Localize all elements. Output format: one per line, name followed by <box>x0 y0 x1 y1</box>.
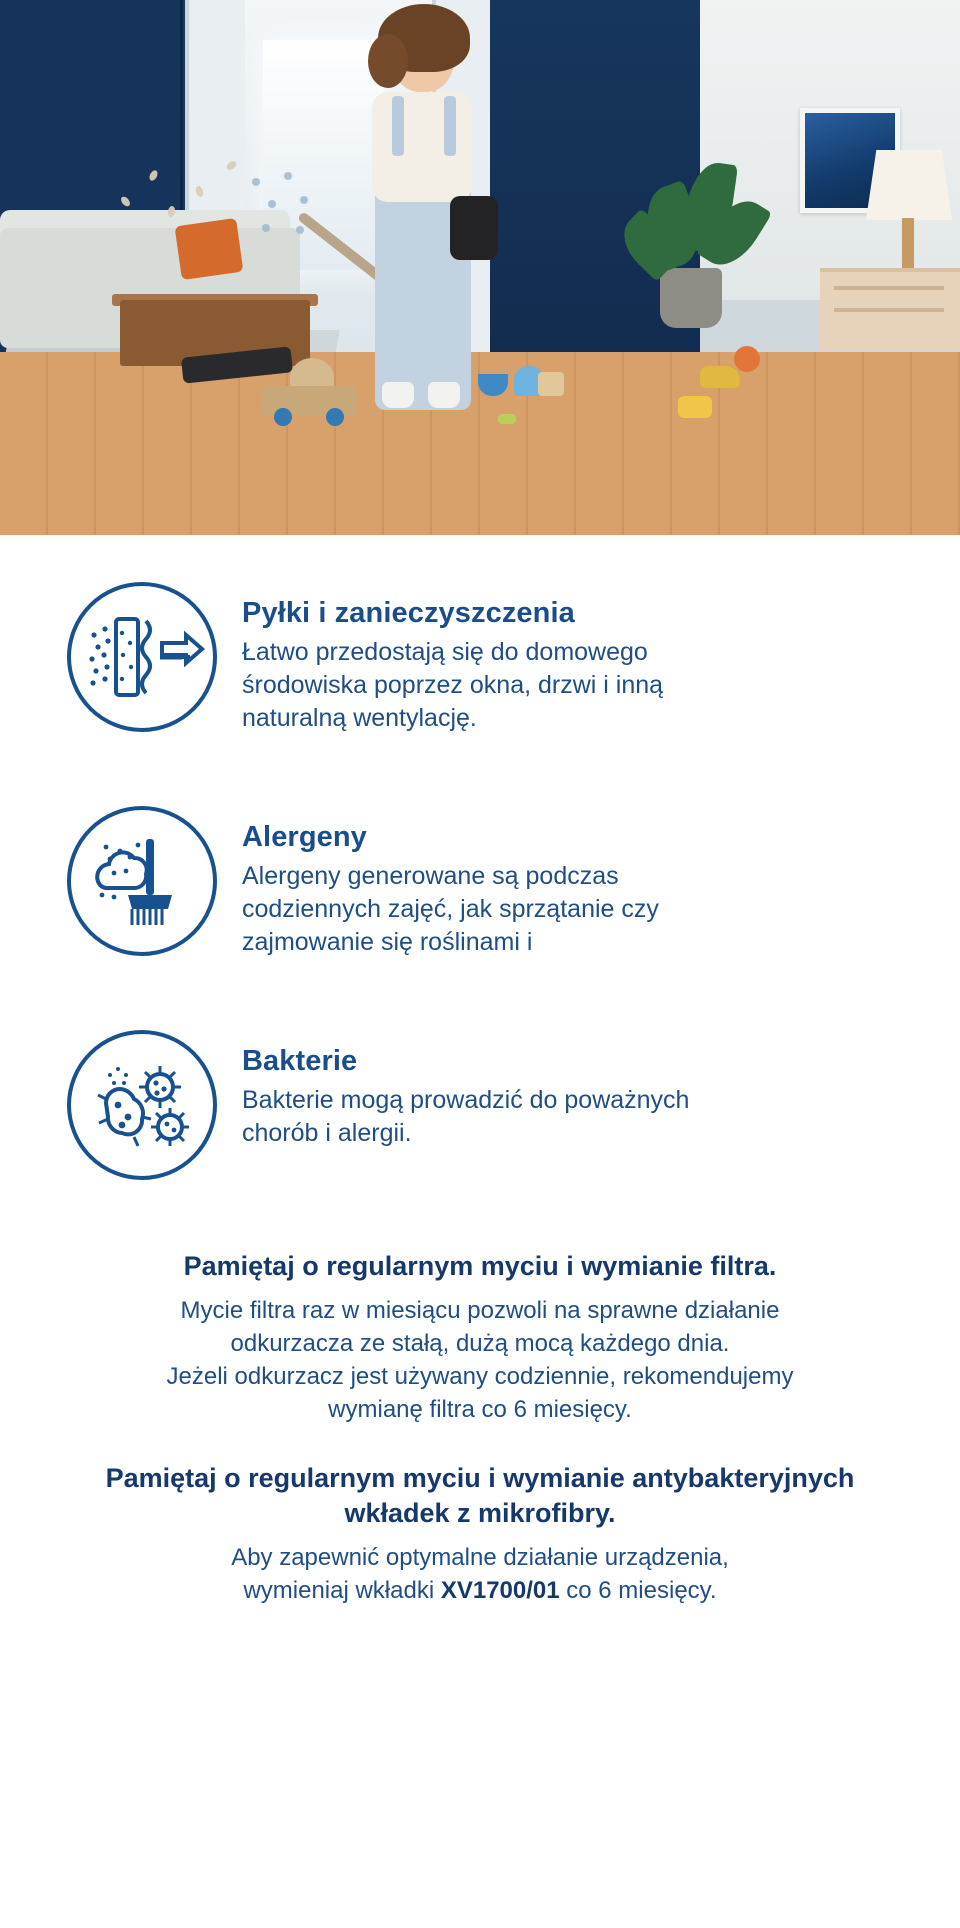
hero-molecule-dot <box>262 224 270 232</box>
hero-child-sock-right <box>428 382 460 408</box>
note-line-with-code <box>40 1574 920 1607</box>
hero-child-shirt <box>372 92 472 202</box>
hero-toy-ball <box>734 346 760 372</box>
feature-item-bacteria <box>0 1025 960 1185</box>
maintenance-notes <box>0 1249 960 1641</box>
hero-toy-truck-wheel <box>274 408 292 426</box>
hero-child-strap-right <box>444 96 456 156</box>
hero-molecule-dot <box>296 226 304 234</box>
hero-lamp-shade <box>866 150 952 220</box>
hero-child-sock-left <box>382 382 414 408</box>
feature-text <box>242 801 712 959</box>
hero-pillow <box>175 218 244 280</box>
feature-title: Pyłki i zanieczyszczenia <box>242 597 575 629</box>
hero-toy-green <box>498 414 516 424</box>
note-title: Pamiętaj o regularnym myciu i wymianie filtra. <box>183 1251 777 1281</box>
note-line-suffix: co 6 miesięcy. <box>559 1576 717 1604</box>
hero-child-strap-left <box>392 96 404 156</box>
feature-item-allergens <box>0 801 960 961</box>
note-microfiber-pads <box>40 1461 920 1607</box>
hero-image <box>0 0 960 535</box>
note-title: Pamiętaj o regularnym myciu i wymianie antybakteryjnych wkładek z mikrofibry. <box>105 1462 855 1528</box>
note-line: Mycie filtra raz w miesiącu pozwoli na sprawne działanie <box>180 1297 780 1325</box>
feature-item-pollen <box>0 577 960 737</box>
hero-molecule-dot <box>284 172 292 180</box>
hero-toy-dino <box>700 366 740 388</box>
note-line: wymianę filtra co 6 miesięcy. <box>328 1396 632 1424</box>
note-line-prefix: wymieniaj wkładki <box>243 1576 441 1604</box>
hero-molecule-dot <box>268 200 276 208</box>
hero-toy-block <box>538 372 564 396</box>
note-line: odkurzacza ze stałą, dużą mocą każdego dnia. <box>230 1330 730 1358</box>
hero-molecule-dot <box>252 178 260 186</box>
bacteria-icon <box>62 1025 222 1185</box>
hero-toy-yellow <box>678 396 712 418</box>
broom-dust-icon <box>62 801 222 961</box>
note-filter <box>40 1249 920 1427</box>
feature-text <box>242 1025 712 1150</box>
feature-description: Alergeny generowane są podczas codziennych zajęć, jak sprzątanie czy zajmowanie się roślinami i <box>242 862 659 956</box>
feature-title: Bakterie <box>242 1045 358 1077</box>
hero-vacuum-body <box>450 196 498 260</box>
hero-toy-truck-wheel <box>326 408 344 426</box>
hero-plant-pot <box>660 268 722 328</box>
note-line: Jeżeli odkurzacz jest używany codziennie, rekomendujemy <box>166 1363 794 1391</box>
feature-description: Łatwo przedostają się do domowego środowiska poprzez okna, drzwi i inną naturalną wentylację. <box>242 638 664 732</box>
feature-list <box>0 535 960 1249</box>
filter-airflow-icon <box>62 577 222 737</box>
feature-text <box>242 577 712 735</box>
feature-description: Bakterie mogą prowadzić do poważnych chorób i alergii. <box>242 1086 690 1147</box>
hero-molecule-dot <box>300 196 308 204</box>
product-code: XV1700/01 <box>440 1576 560 1604</box>
hero-child-hair-side <box>368 34 408 88</box>
hero-shelf <box>820 268 960 350</box>
note-line: Aby zapewnić optymalne działanie urządzenia, <box>231 1543 729 1571</box>
feature-title: Alergeny <box>242 821 367 853</box>
